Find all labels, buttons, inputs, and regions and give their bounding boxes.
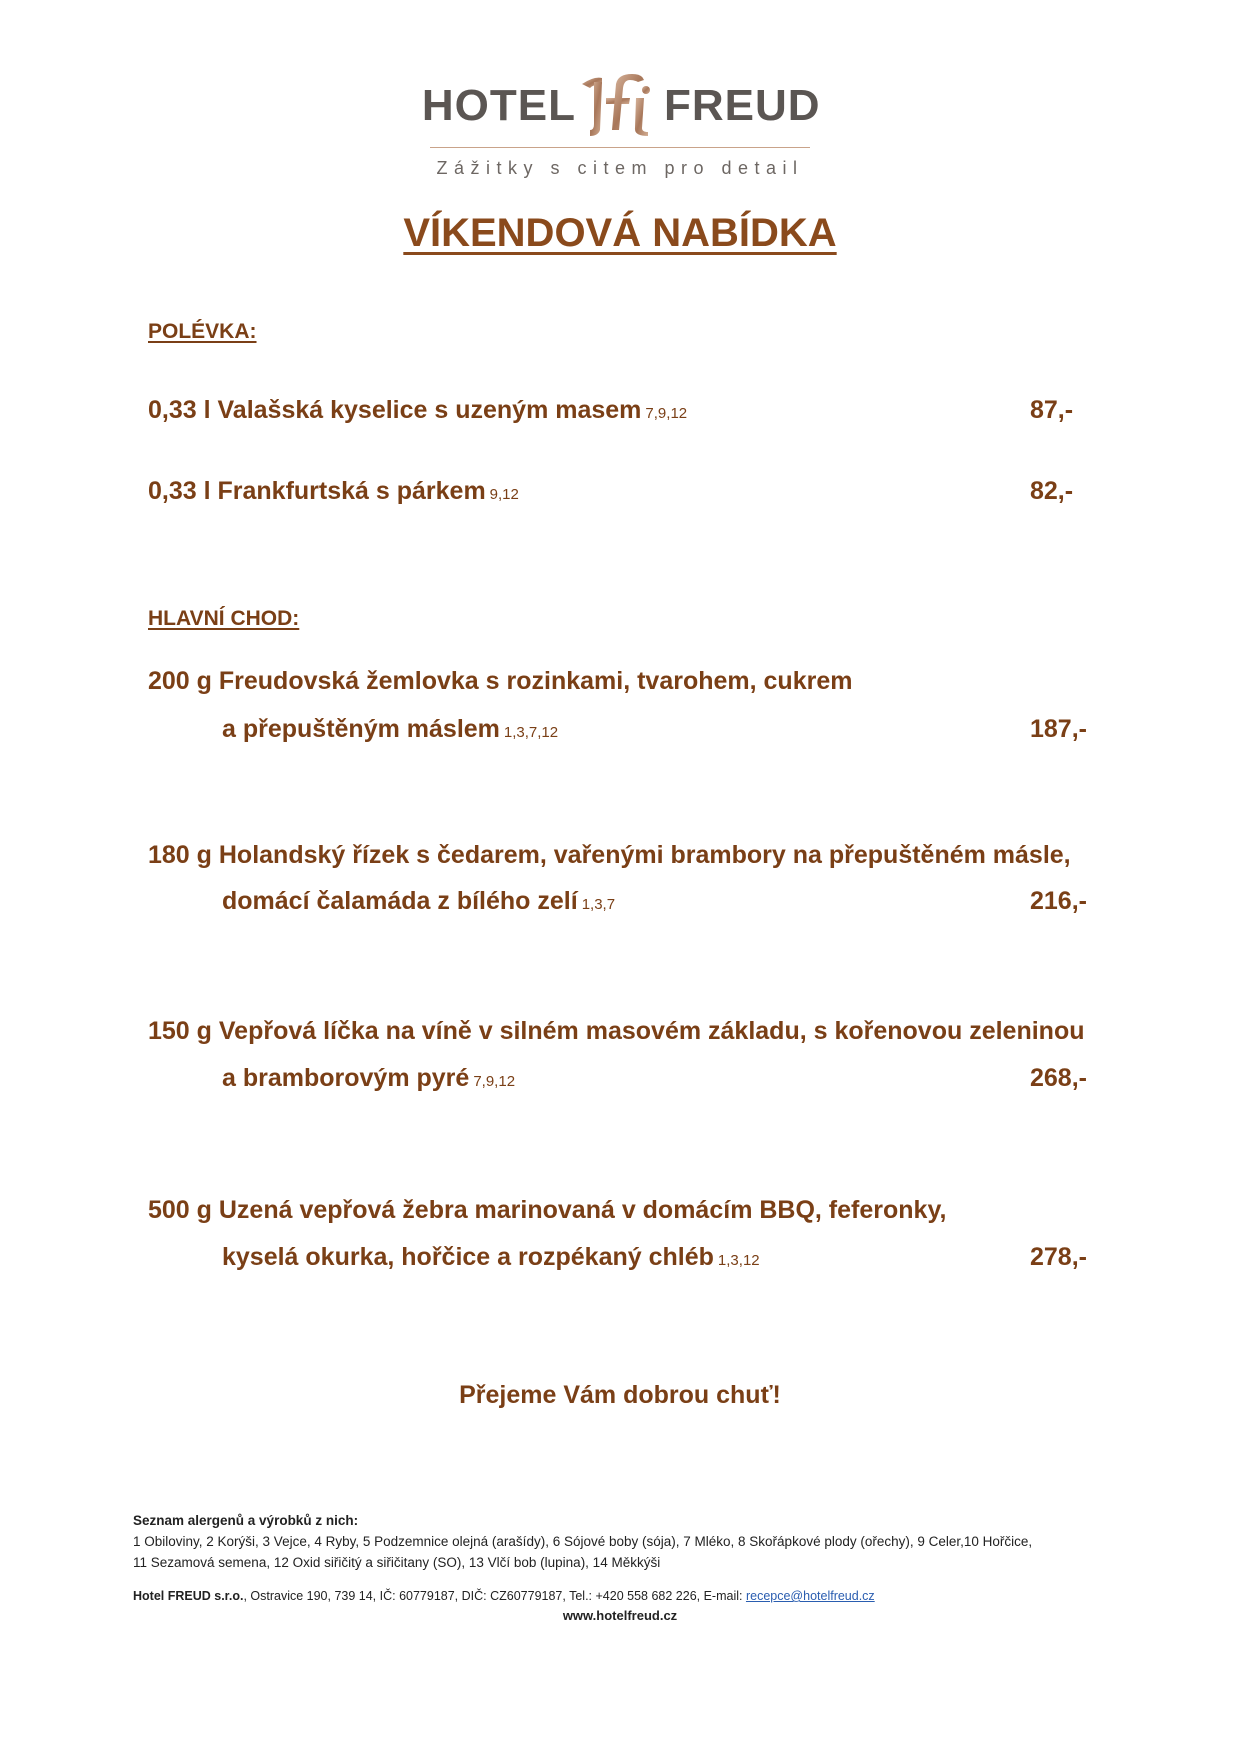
- menu-item-main-1-line2: [222, 712, 558, 750]
- item-allergens: 7,9,12: [473, 1073, 516, 1090]
- company-address: , Ostravice 190, 739 14, IČ: 60779187, DIČ: CZ60779187, Tel.: +420 558 682 226, E-mail:: [243, 1589, 746, 1603]
- menu-item-soup-2: [148, 474, 519, 512]
- item-text: domácí čalamáda z bílého zelí: [222, 887, 578, 915]
- item-price: 268,-: [1030, 1064, 1087, 1092]
- item-allergens: 1,3,7,12: [503, 724, 559, 741]
- closing-message: Přejeme Vám dobrou chuť!: [459, 1381, 781, 1409]
- company-name: Hotel FREUD s.r.o.: [133, 1589, 244, 1603]
- hotel-logo-mark-icon: [572, 70, 668, 140]
- menu-item-main-3-line1: 150 g Vepřová líčka na víně v silném masovém základu, s kořenovou zeleninou: [148, 1017, 1085, 1045]
- menu-item-main-4-line1: 500 g Uzená vepřová žebra marinovaná v domácím BBQ, feferonky,: [148, 1196, 947, 1224]
- hotel-logo: [0, 70, 1240, 140]
- item-price: 187,-: [1030, 715, 1087, 743]
- email-link[interactable]: recepce@hotelfreud.cz: [745, 1589, 875, 1603]
- logo-divider: [430, 147, 810, 148]
- logo-tagline: Zážitky s citem pro detail: [436, 158, 804, 178]
- menu-item-main-3-line2: [222, 1061, 515, 1099]
- item-allergens: 1,3,7: [581, 896, 616, 913]
- item-text: 0,33 l Frankfurtská s párkem: [148, 477, 486, 505]
- item-price: 216,-: [1030, 887, 1087, 915]
- menu-item-main-4-line2: [222, 1240, 760, 1278]
- item-allergens: 9,12: [489, 486, 519, 503]
- section-heading-mains: HLAVNÍ CHOD:: [148, 607, 300, 630]
- item-price: 82,-: [1030, 477, 1074, 505]
- allergen-list-line-1: 1 Obiloviny, 2 Korýši, 3 Vejce, 4 Ryby, 5 Podzemnice olejná (arašídy), 6 Sójové boby (sója), 7 Mléko, 8 Skořápkové plody (ořechy), 9 Celer,10 Hořčice,: [133, 1534, 1033, 1549]
- menu-item-main-1-line1: 200 g Freudovská žemlovka s rozinkami, tvarohem, cukrem: [148, 667, 853, 695]
- item-text: a bramborovým pyré: [222, 1064, 470, 1092]
- menu-item-main-2-line1: 180 g Holandský řízek s čedarem, vařenými brambory na přepuštěném másle,: [148, 841, 1071, 869]
- menu-item-soup-1: [148, 393, 687, 431]
- page-title: VÍKENDOVÁ NABÍDKA: [403, 211, 837, 255]
- item-allergens: 7,9,12: [645, 405, 688, 422]
- allergen-list-line-2: 11 Sezamová semena, 12 Oxid siřičitý a siřičitany (SO), 13 Vlčí bob (lupina), 14 Měkkýši: [133, 1555, 661, 1570]
- logo-word-freud: FREUD: [664, 81, 821, 130]
- section-heading-soups: POLÉVKA:: [148, 320, 257, 343]
- item-text: a přepuštěným máslem: [222, 715, 500, 743]
- menu-item-main-2-line2: [222, 884, 615, 922]
- item-price: 87,-: [1030, 396, 1074, 424]
- logo-word-hotel: HOTEL: [421, 81, 576, 130]
- item-allergens: 1,3,12: [717, 1252, 760, 1269]
- website-link[interactable]: www.hotelfreud.cz: [562, 1608, 678, 1623]
- item-text: 0,33 l Valašská kyselice s uzeným masem: [148, 396, 642, 424]
- item-text: kyselá okurka, hořčice a rozpékaný chléb: [222, 1243, 714, 1271]
- item-price: 278,-: [1030, 1243, 1087, 1271]
- company-info: [133, 1586, 875, 1607]
- allergen-list-title: Seznam alergenů a výrobků z nich:: [133, 1513, 359, 1528]
